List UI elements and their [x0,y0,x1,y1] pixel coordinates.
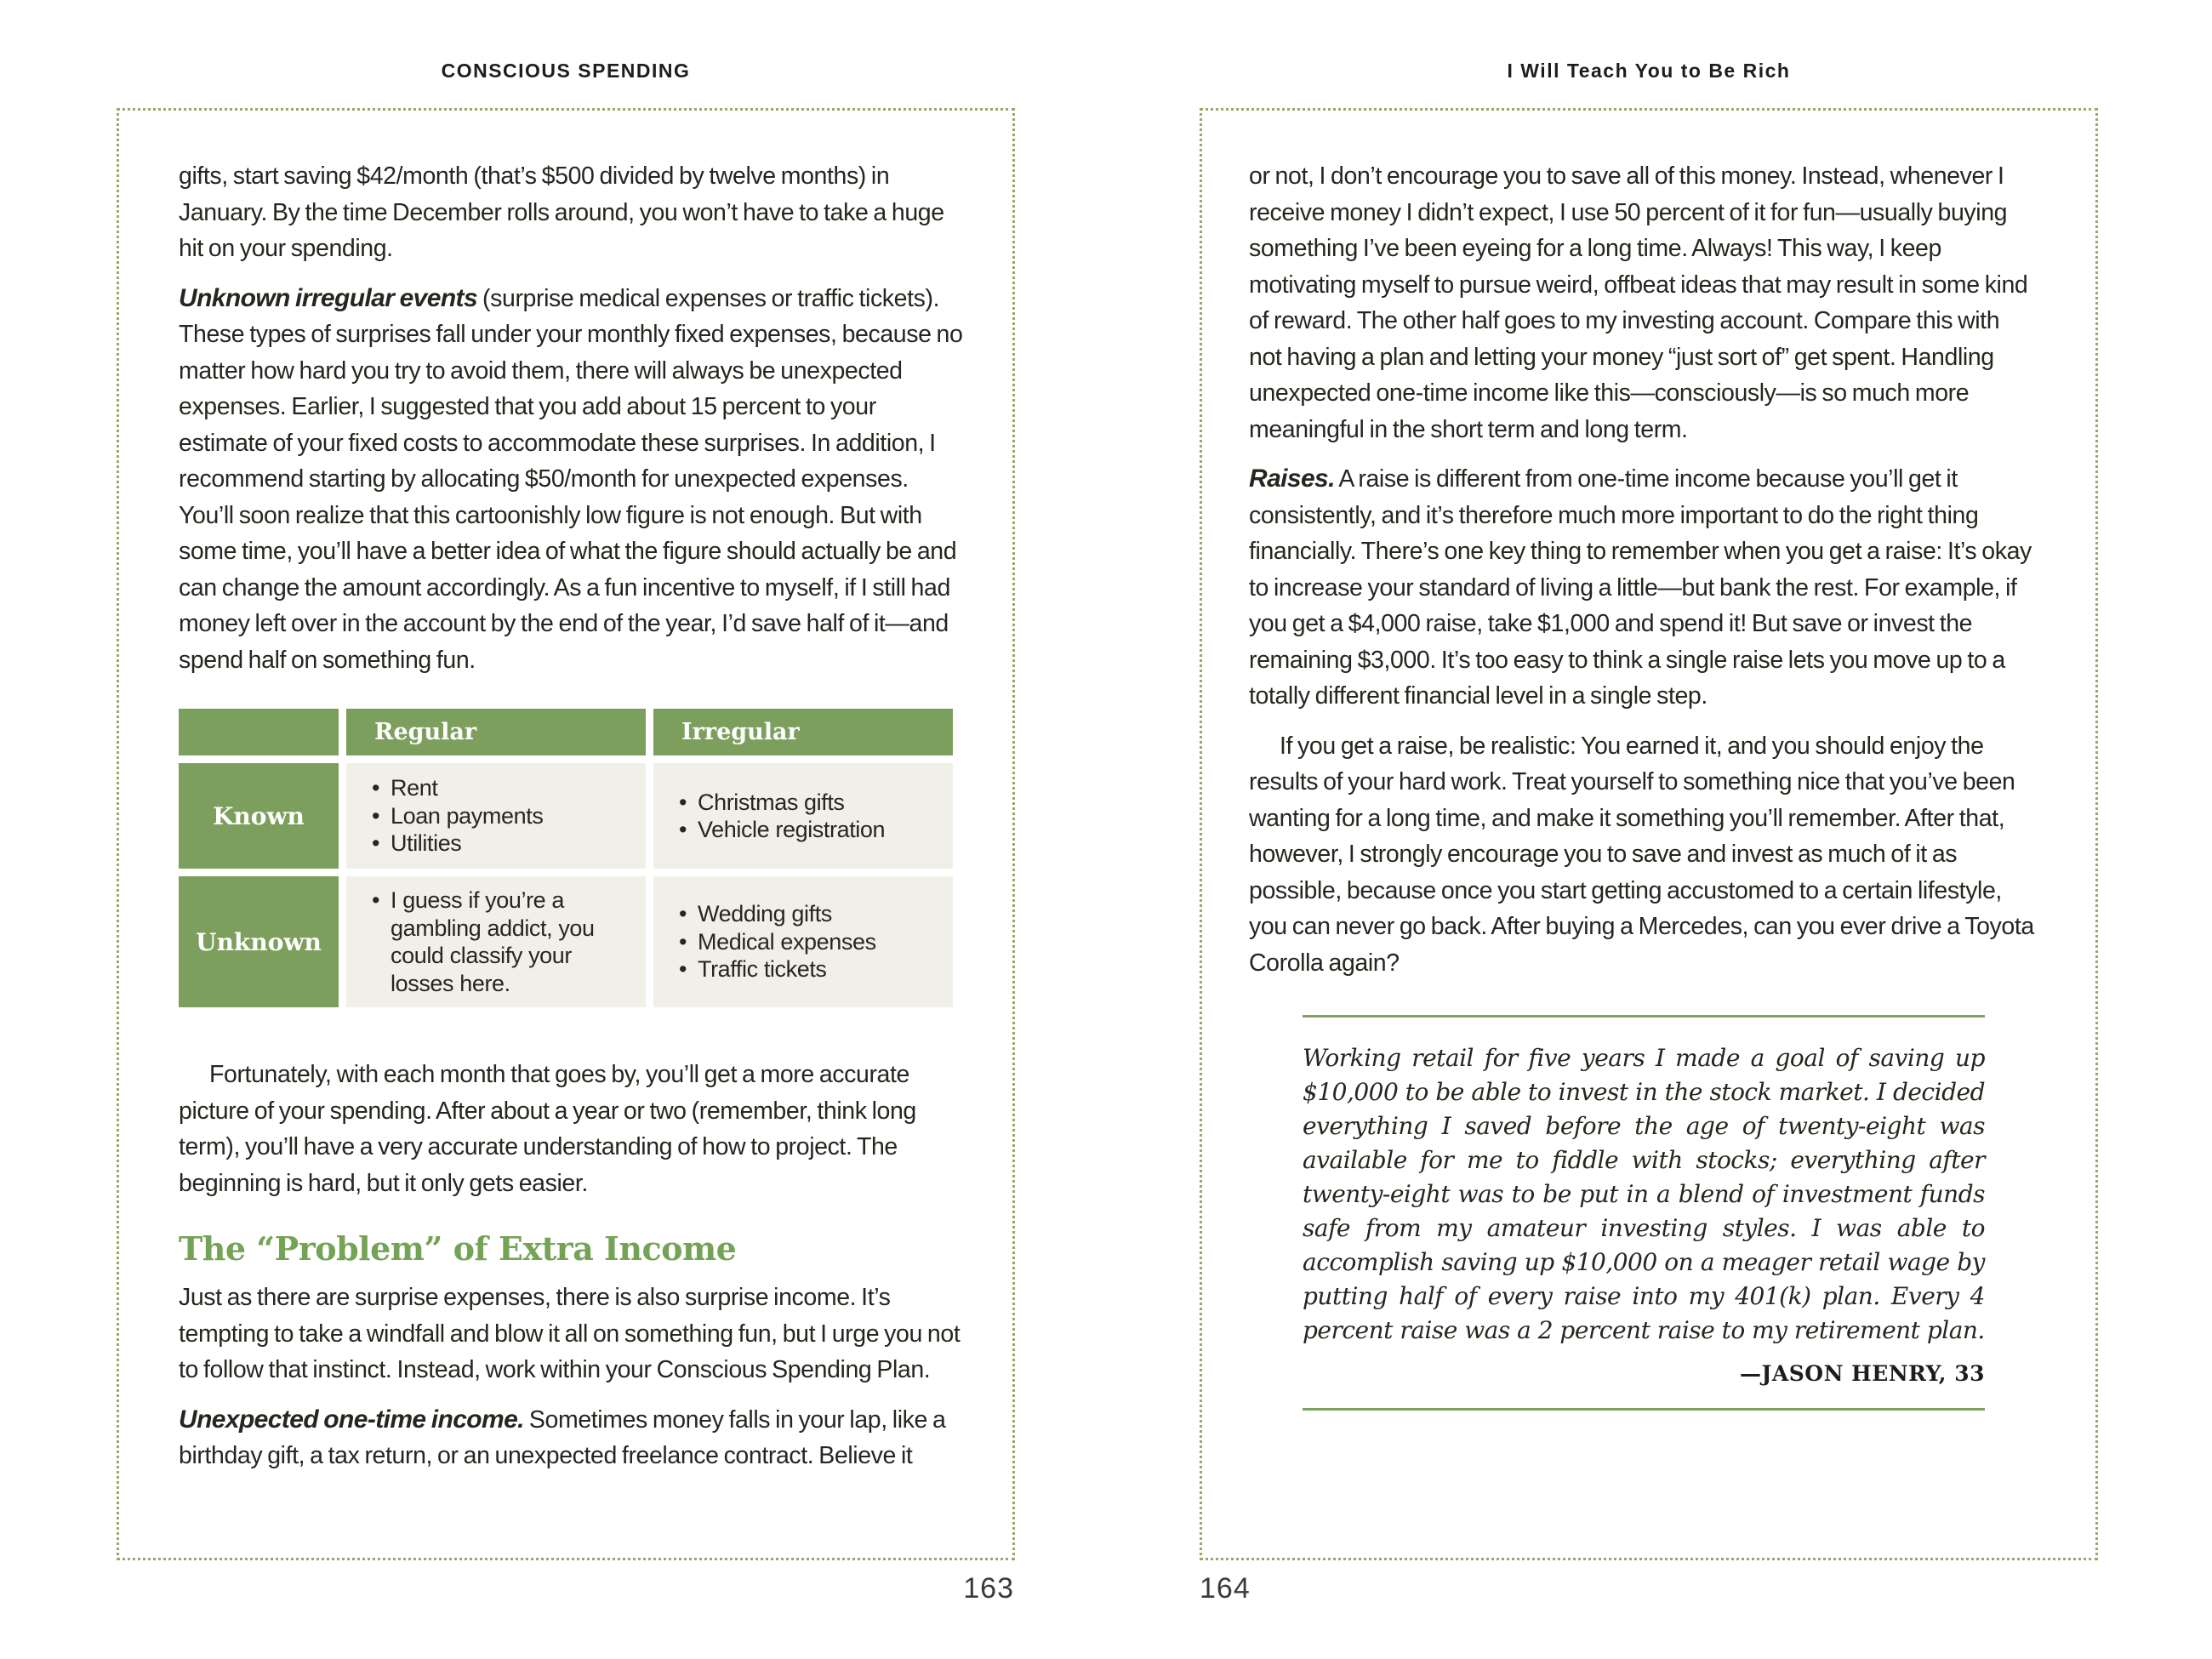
list-item: • Traffic tickets [679,955,939,983]
page-right [1200,108,2098,1560]
paragraph-text: (surprise medical expenses or traffic tickets). These types of surprises fall under your monthly fixed expenses, because no matter how hard you try to avoid them, there will always be unexpected expenses. Earlier, I suggested that you add about 15 percent to your estimate of your fixed costs to accommodate these surprises. In addition, I recommend starting by allocating $50/month for unexpected expenses. You’ll soon realize that this cartoonishly low figure is not enough. But with some time, you’ll have a better idea of what the figure should actually be and can change the amount accordingly. As a fun incentive to myself, if I still had money left over in the account by the end of the year, I’d save half of it—and spend half on something fun. [179,284,963,674]
bullet-list [679,900,939,983]
table-cell-known-regular [346,763,646,869]
paragraph-raises [1249,461,2036,715]
testimonial-rule-bottom [1303,1408,1985,1411]
running-head-left: CONSCIOUS SPENDING [441,60,691,82]
paragraph-unexpected-income [179,1402,964,1474]
table-header-regular: Regular [346,709,646,755]
paragraph-fortunately: Fortunately, with each month that goes by, you’ll get a more accurate picture of your spending. After about a year or two (remember, think long term), you’ll have a very accurate understanding of how to project. The beginning is hard, but it only gets easier. [179,1061,916,1197]
table-row-label-known: Known [179,763,339,869]
paragraph-unknown-irregular-events [179,281,964,679]
testimonial-rule-top [1303,1015,1985,1018]
expenses-table [179,709,955,1007]
table-header-irregular: Irregular [653,709,953,755]
paragraph-continuation: or not, I don’t encourage you to save all of this money. Instead, whenever I receive money I didn’t expect, I use 50 percent of it for fun—usually buying something I’ve been eyeing for a long time. Always! This way, I keep motivating myself to pursue weird, offbeat ideas that may result in some kind of reward. The other half goes to my investing account. Compare this with not having a plan and letting your money “just sort of” get spent. Handling unexpected one-time income like this—consciously—is so much more meaningful in the short term and long term. [1249,162,2028,443]
list-item: • I guess if you’re a gambling addict, you could classify your losses here. [372,887,632,997]
bullet-list [372,887,632,997]
page-number-left: 163 [963,1572,1014,1605]
page-left [117,108,1015,1560]
table-cell-known-irregular [653,763,953,869]
paragraph-text: Sometimes money falls in your lap, like a birthday gift, a tax return, or an unexpected freelance contract. Believe it [179,1405,946,1469]
list-item: • Rent [372,774,632,802]
table-corner-cell [179,709,339,755]
bullet-list [372,774,632,858]
list-item: • Vehicle registration [679,816,939,844]
paragraph-continuation: gifts, start saving $42/month (that’s $500 divided by twelve months) in January. By the time December rolls around, you won’t have to take a huge hit on your spending. [179,162,944,262]
testimonial-quote: Working retail for five years I made a goal of saving up $10,000 to be able to invest in the stock market. I decided everything I saved before the age of twenty-eight was available for me to fiddle with stocks; everything after twenty-eight was to be put in a blend of investment funds safe from my amateur investing styles. I was able to accomplish saving up $10,000 on a meager retail wage by putting half of every raise into my 401(k) plan. Every 4 percent raise was a 2 percent raise to my retirement plan. [1303,1044,1985,1344]
page-number-right: 164 [1200,1572,1251,1605]
running-head-right: I Will Teach You to Be Rich [1507,60,1791,82]
run-in-heading: Unknown irregular events [179,283,478,312]
section-heading-problem-of-extra-income: The “Problem” of Extra Income [179,1229,737,1268]
run-in-heading: Unexpected one-time income. [179,1405,524,1434]
list-item: • Utilities [372,830,632,858]
bullet-list [679,789,939,844]
paragraph-just-as: Just as there are surprise expenses, there is also surprise income. It’s tempting to take a windfall and blow it all on something fun, but I urge you not to follow that instinct. Instead, work within your Conscious Spending Plan. [179,1284,961,1383]
table-cell-unknown-regular [346,876,646,1007]
list-item: • Loan payments [372,802,632,830]
table-row-label-unknown: Unknown [179,876,339,1007]
testimonial-attribution: —JASON HENRY, 33 [1740,1361,1985,1386]
testimonial-block [1303,1015,1985,1411]
run-in-heading: Raises. [1249,465,1335,493]
paragraph-text: A raise is different from one-time income because you’ll get it consistently, and it’s therefore much more important to do the right thing financially. There’s one key thing to remember when you get a raise: It’s okay to increase your standard of living a little—but bank the rest. For example, if you get a $4,000 raise, take $1,000 and spend it! But save or invest the remaining $3,000. It’s too easy to think a single raise lets you move up to a totally different financial level in a single step. [1249,465,2032,710]
table-cell-unknown-irregular [653,876,953,1007]
paragraph-if-you-get-a-raise: If you get a raise, be realistic: You earned it, and you should enjoy the results of your hard work. Treat yourself to something nice that you’ve been wanting for a long time, and make it something you’ll remember. After that, however, I strongly encourage you to save and invest as much of it as possible, because once you start getting accustomed to a certain lifestyle, you can never go back. After buying a Mercedes, can you ever drive a Toyota Corolla again? [1249,732,2034,977]
list-item: • Medical expenses [679,928,939,956]
list-item: • Christmas gifts [679,789,939,817]
list-item: • Wedding gifts [679,900,939,928]
